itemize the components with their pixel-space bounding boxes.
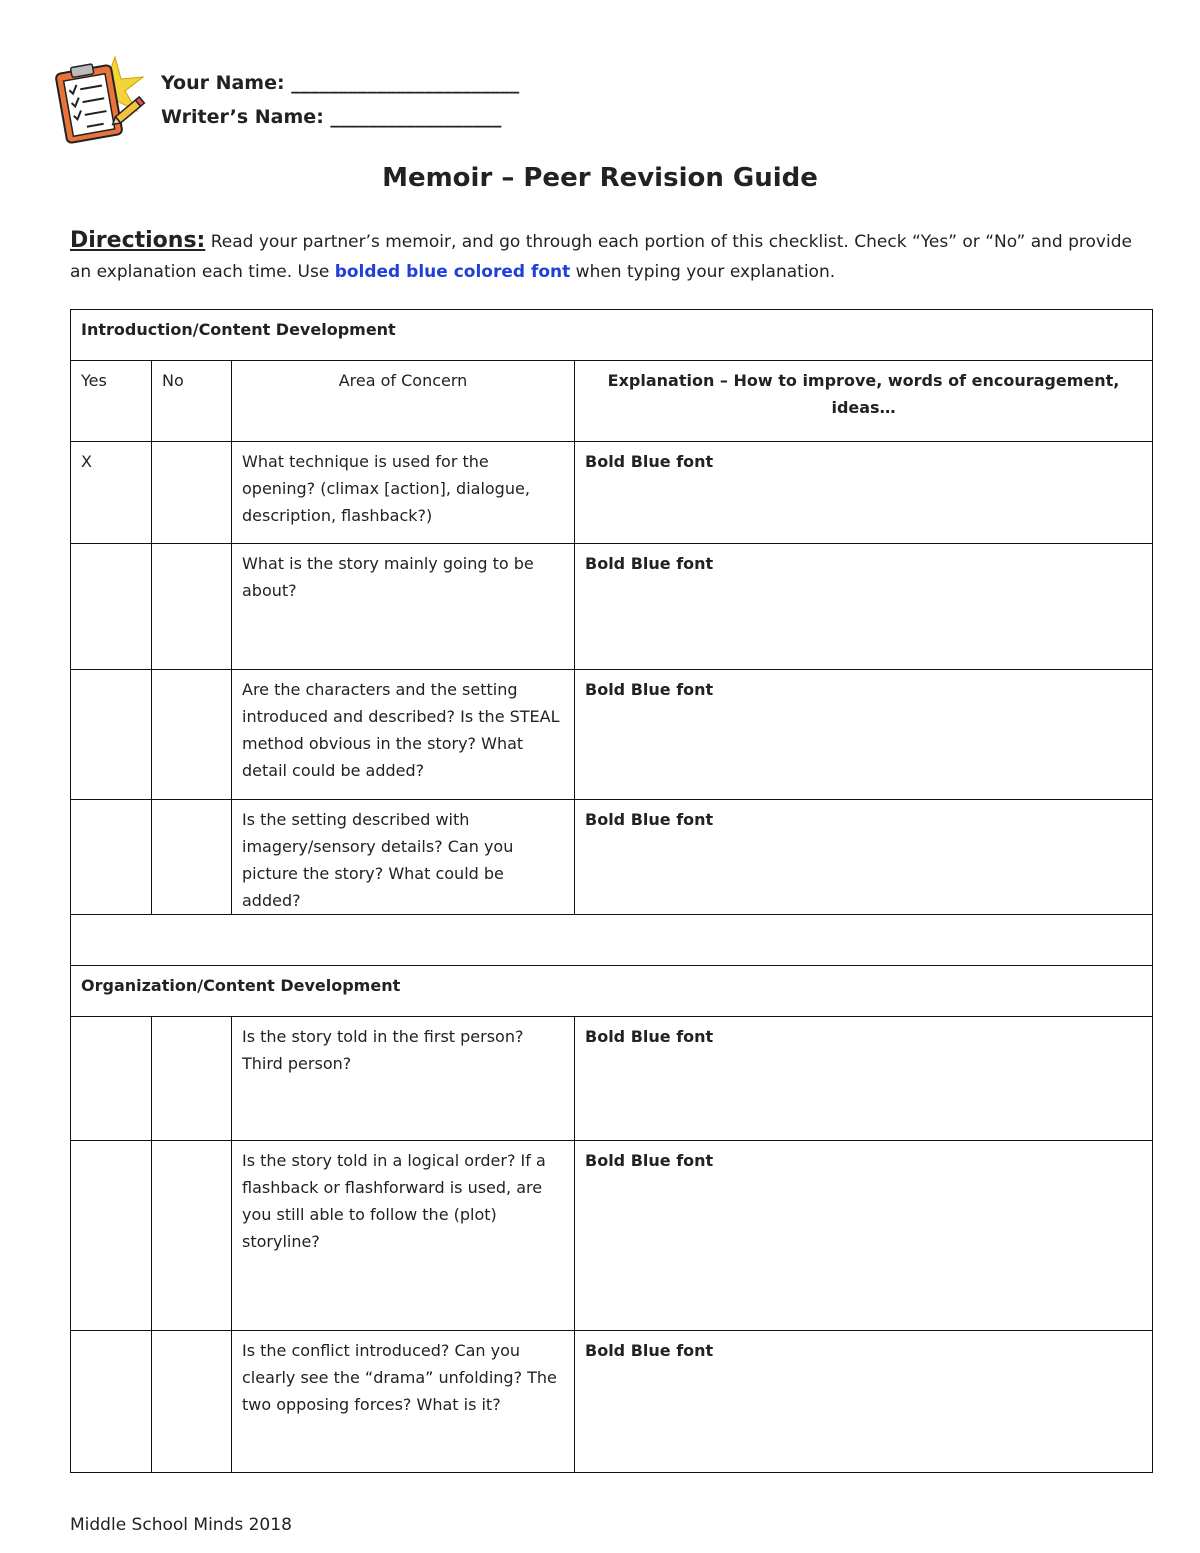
no-cell[interactable]	[152, 800, 232, 915]
area-cell: Are the characters and the setting introduced and described? Is the STEAL method obvious in the story? What detail could be added?	[232, 670, 575, 800]
table-row	[71, 800, 1153, 915]
spacer-cell	[71, 915, 1153, 966]
explanation-cell[interactable]: Bold Blue font	[575, 1331, 1153, 1473]
yes-cell[interactable]	[71, 1331, 152, 1473]
table-row	[71, 670, 1153, 800]
table-row	[71, 1331, 1153, 1473]
directions-text-after: when typing your explanation.	[570, 262, 836, 282]
section-title-organization: Organization/Content Development	[71, 966, 1153, 1017]
area-cell: Is the setting described with imagery/sensory details? Can you picture the story? What could be added?	[232, 800, 575, 915]
yes-cell[interactable]	[71, 670, 152, 800]
directions	[70, 226, 1140, 287]
writers-name-field: Writer’s Name: __________________	[161, 106, 502, 128]
explanation-cell[interactable]: Bold Blue font	[575, 1017, 1153, 1141]
area-cell: Is the conflict introduced? Can you clearly see the “drama” unfolding? The two opposing forces? What is it?	[232, 1331, 575, 1473]
explanation-cell[interactable]: Bold Blue font	[575, 1141, 1153, 1331]
yes-cell[interactable]: X	[71, 442, 152, 544]
yes-cell[interactable]	[71, 1017, 152, 1141]
column-header-row	[71, 361, 1153, 442]
your-name-field: Your Name: ________________________	[161, 72, 520, 94]
explanation-cell[interactable]: Bold Blue font	[575, 670, 1153, 800]
column-header-yes: Yes	[71, 361, 152, 442]
section-header-row	[71, 310, 1153, 361]
explanation-cell[interactable]: Bold Blue font	[575, 544, 1153, 670]
page-title: Memoir – Peer Revision Guide	[382, 163, 818, 193]
column-header-area: Area of Concern	[232, 361, 575, 442]
area-cell: Is the story told in a logical order? If a flashback or flashforward is used, are you still able to follow the (plot) storyline?	[232, 1141, 575, 1331]
table-row	[71, 442, 1153, 544]
table-row	[71, 1141, 1153, 1331]
table-row	[71, 544, 1153, 670]
directions-highlight: bolded blue colored font	[334, 262, 571, 282]
column-header-no: No	[152, 361, 232, 442]
yes-cell[interactable]	[71, 800, 152, 915]
no-cell[interactable]	[152, 442, 232, 544]
no-cell[interactable]	[152, 1141, 232, 1331]
yes-cell[interactable]	[71, 1141, 152, 1331]
section-title-introduction: Introduction/Content Development	[71, 310, 1153, 361]
header	[55, 55, 655, 145]
explanation-cell[interactable]: Bold Blue font	[575, 800, 1153, 915]
spacer-row	[71, 915, 1153, 966]
column-header-explanation: Explanation – How to improve, words of encouragement, ideas…	[575, 361, 1153, 442]
directions-label: Directions:	[70, 228, 206, 253]
clipboard-checklist-icon	[55, 55, 150, 145]
footer-text: Middle School Minds 2018	[70, 1515, 292, 1535]
area-cell: What technique is used for the opening? (climax [action], dialogue, description, flashback?)	[232, 442, 575, 544]
no-cell[interactable]	[152, 544, 232, 670]
section-header-row	[71, 966, 1153, 1017]
directions-text-before: Read your partner’s memoir, and go through each portion of this checklist. Check “Yes” or “No” and provide an explanation each time. Use	[70, 232, 1132, 282]
area-cell: Is the story told in the first person? Third person?	[232, 1017, 575, 1141]
no-cell[interactable]	[152, 1331, 232, 1473]
no-cell[interactable]	[152, 1017, 232, 1141]
explanation-cell[interactable]: Bold Blue font	[575, 442, 1153, 544]
area-cell: What is the story mainly going to be about?	[232, 544, 575, 670]
revision-table	[70, 309, 1153, 1473]
no-cell[interactable]	[152, 670, 232, 800]
yes-cell[interactable]	[71, 544, 152, 670]
table-row	[71, 1017, 1153, 1141]
